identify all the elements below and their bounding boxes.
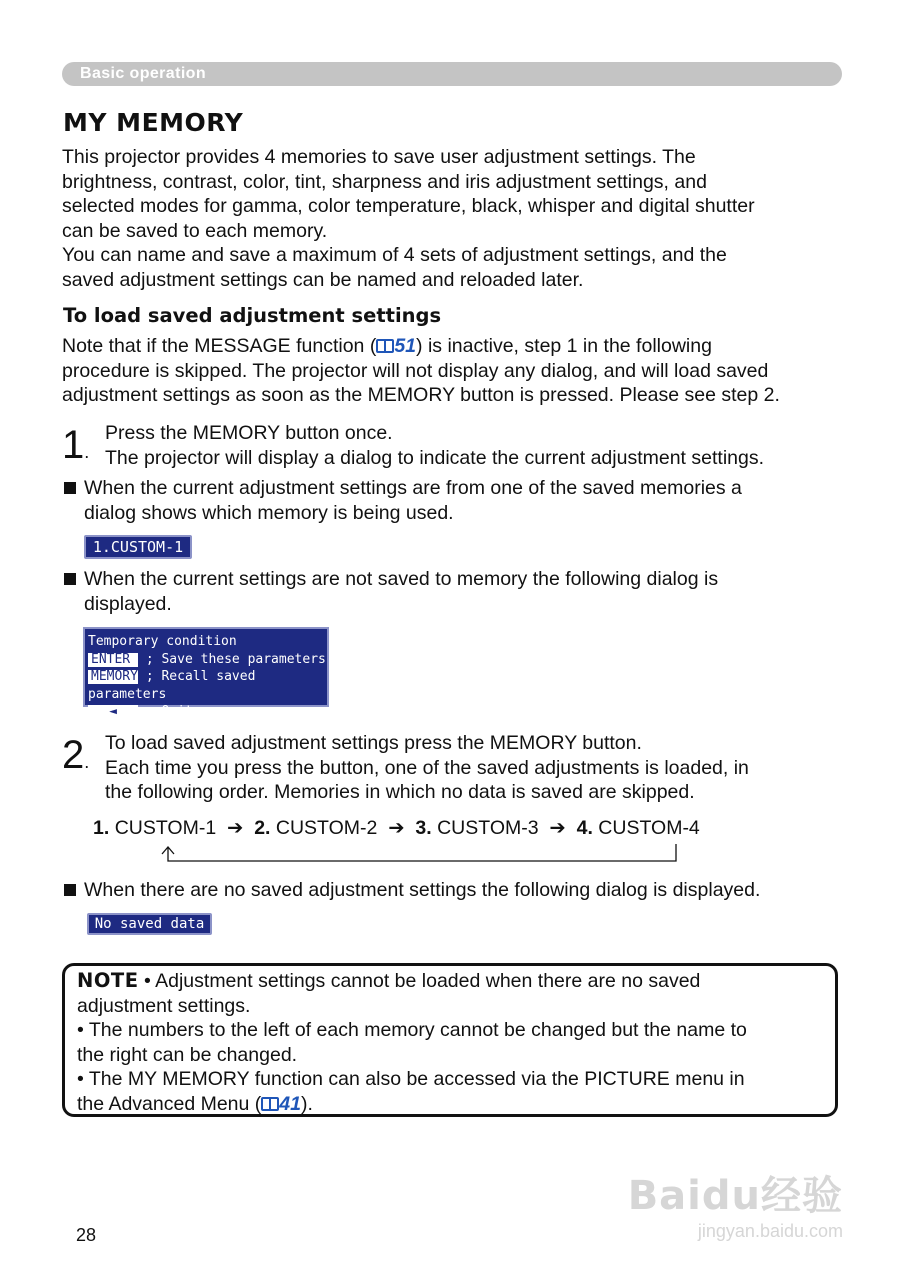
right-arrow-icon: ➔ [382, 817, 410, 839]
osd-row-text: ; Quit [145, 704, 193, 719]
note-content [77, 969, 837, 1117]
watermark [628, 1164, 843, 1242]
sequence-name: CUSTOM-3 [437, 817, 539, 839]
osd-row-text: ; Save these parameters [145, 651, 326, 667]
bullet-icon [64, 573, 76, 585]
note-line: adjustment settings. [77, 994, 251, 1017]
intro-line: saved adjustment settings can be named and reloaded later. [62, 268, 584, 291]
step-number: 1. [62, 423, 90, 467]
osd-row-text: ; Recall saved parameters [88, 669, 256, 702]
note-line: • The numbers to the left of each memory cannot be changed but the name to [77, 1019, 747, 1042]
step-line: Each time you press the button, one of the saved adjustments is loaded, in [105, 756, 749, 779]
sequence-number: 2. [254, 817, 271, 839]
osd-row [88, 703, 327, 721]
step-line: To load saved adjustment settings press the MEMORY button. [105, 732, 642, 754]
step-number-digit: 1 [62, 423, 85, 467]
osd-row [88, 651, 327, 669]
right-arrow-icon: ➔ [544, 817, 572, 839]
sequence-number: 1. [93, 817, 110, 839]
loop-back-arrow-icon [155, 842, 685, 866]
bullet-icon [64, 884, 76, 896]
page-reference-number: 41 [279, 1092, 301, 1115]
osd-no-saved-data: No saved data [87, 913, 212, 935]
bullet-line: When the current adjustment settings are from one of the saved memories a [84, 477, 742, 499]
message-note-text: Note that if the MESSAGE function ( [62, 335, 377, 357]
page-title: MY MEMORY [63, 108, 244, 137]
intro-line: You can name and save a maximum of 4 sets of adjustment settings, and the [62, 244, 727, 267]
right-arrow-icon: ➔ [221, 817, 249, 839]
page-reference-number: 51 [394, 335, 417, 357]
sequence-number: 4. [576, 817, 593, 839]
note-box [62, 963, 838, 1117]
section-label: Basic operation [80, 65, 207, 82]
intro-paragraph [62, 145, 852, 293]
note-line: • Adjustment settings cannot be loaded when there are no saved [143, 970, 701, 992]
intro-line: This projector provides 4 memories to save user adjustment settings. The [62, 146, 696, 168]
bullet-text [84, 476, 844, 525]
bullet-text [84, 878, 844, 903]
step-1-text [105, 421, 845, 470]
step-2-text [105, 731, 845, 805]
book-icon [376, 339, 394, 353]
osd-current-memory: 1.CUSTOM-1 [84, 535, 192, 559]
osd-temporary-condition [83, 627, 329, 719]
note-line: • The MY MEMORY function can also be accessed via the PICTURE menu in [77, 1068, 745, 1091]
note-line: the right can be changed. [77, 1043, 298, 1066]
note-line: ). [301, 1092, 313, 1115]
intro-line: can be saved to each memory. [62, 219, 328, 242]
page-number: 28 [76, 1225, 97, 1245]
watermark-logo: Baidu经验 [627, 1173, 843, 1219]
book-icon [261, 1097, 279, 1111]
step-line: Press the MEMORY button once. [105, 422, 393, 444]
sequence-name: CUSTOM-2 [275, 817, 378, 839]
bullet-icon [64, 482, 76, 494]
bullet-line: When the current settings are not saved to memory the following dialog is [84, 568, 719, 590]
subheading: To load saved adjustment settings [63, 304, 442, 327]
osd-row [88, 668, 327, 703]
step-number: 2. [62, 733, 90, 777]
section-header-bar [62, 62, 842, 86]
bullet-line: displayed. [84, 592, 172, 615]
sequence-name: CUSTOM-1 [114, 817, 217, 839]
step-line: the following order. Memories in which no data is saved are skipped. [105, 781, 695, 804]
note-line: the Advanced Menu ( [77, 1092, 262, 1115]
sequence-name: CUSTOM-4 [598, 817, 700, 839]
message-note-text: ) is inactive, step 1 in the following [416, 335, 712, 357]
note-label: NOTE [77, 969, 139, 992]
message-note-paragraph [62, 334, 852, 408]
left-arrow-icon: ◄ [88, 705, 138, 719]
osd-title: Temporary condition [88, 634, 237, 649]
page-reference[interactable] [261, 1093, 301, 1115]
memory-sequence [93, 816, 700, 840]
message-note-text: procedure is skipped. The projector will not display any dialog, and will load saved [62, 359, 769, 382]
step-line: The projector will display a dialog to indicate the current adjustment settings. [105, 446, 765, 469]
intro-line: brightness, contrast, color, tint, sharpness and iris adjustment settings, and [62, 170, 707, 193]
osd-key-memory: MEMORY [88, 670, 138, 684]
message-note-text: adjustment settings as soon as the MEMORY button is pressed. Please see step 2. [62, 384, 780, 407]
page-reference[interactable] [376, 335, 416, 357]
watermark-url: jingyan.baidu.com [697, 1221, 843, 1241]
bullet-line: When there are no saved adjustment settings the following dialog is displayed. [84, 879, 761, 901]
bullet-text [84, 567, 844, 616]
osd-key-enter: ENTER [88, 653, 138, 667]
intro-line: selected modes for gamma, color temperature, black, whisper and digital shutter [62, 195, 755, 218]
bullet-line: dialog shows which memory is being used. [84, 501, 454, 524]
sequence-number: 3. [415, 817, 432, 839]
step-number-digit: 2 [62, 733, 85, 777]
